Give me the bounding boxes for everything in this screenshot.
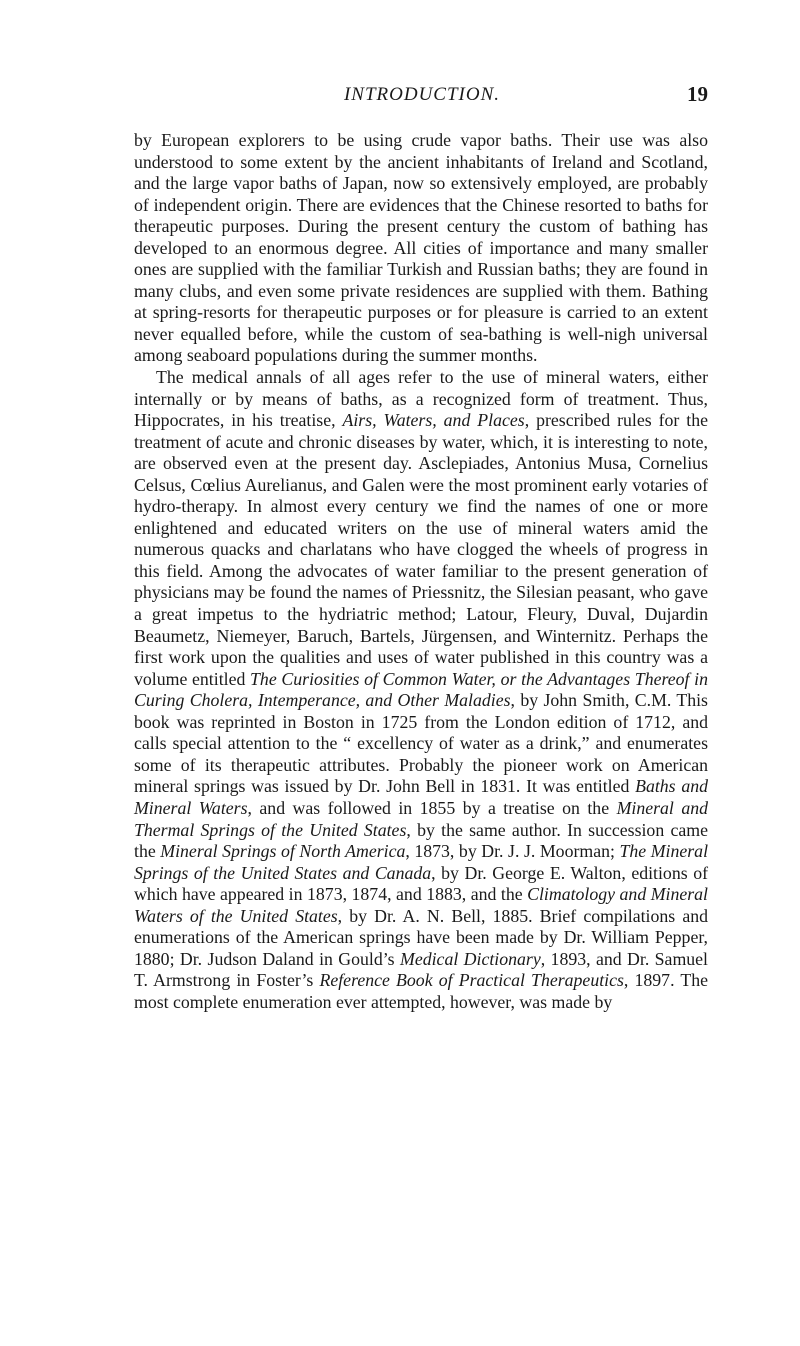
text-segment: , and was followed in 1855 by a treatise on the <box>247 797 617 818</box>
book-title: Climatology and Mineral Waters of the United States <box>134 884 709 926</box>
text-segment: , by John Smith, C.M. This book was reprinted in Boston in 1725 from the London edition of 1712, and calls special attention to the “ excellency of water as a drink,” and enumerates some of its therapeutic attributes. Probably the pioneer work on American mineral springs was issued by Dr. John Bell in 1831. It was entitled <box>134 690 708 797</box>
book-title: Airs, Waters, and Places <box>342 410 525 431</box>
book-title: Mineral Springs of North America <box>160 841 406 862</box>
text-segment: , 1897. The most complete enumeration ever attempted, however, was made by <box>134 970 708 1012</box>
book-title: The Mineral Springs of the United States and Canada <box>134 841 709 883</box>
book-title: Reference Book of Practical Therapeutics <box>319 970 624 991</box>
text-segment: , by Dr. George E. Walton, editions of which have appeared in 1873, 1874, and 1883, and the <box>134 862 709 905</box>
body-text <box>134 130 708 1013</box>
page-number: 19 <box>687 82 708 106</box>
page-header <box>136 82 708 112</box>
text-segment: , by Dr. A. N. Bell, 1885. Brief compilations and enumerations of the American springs have been made by Dr. William Pepper, 1880; Dr. Judson Daland in Gould’s <box>134 905 708 969</box>
running-head: INTRODUCTION. <box>343 84 501 105</box>
text-segment: , 1893, and Dr. Samuel T. Armstrong in Foster’s <box>134 948 708 991</box>
text-segment: , 1873, by Dr. J. J. Moorman; <box>405 841 620 862</box>
text-segment: The medical annals of all ages refer to the use of mineral waters, either internally or by means of baths, as a recognized form of treatment. Thus, Hippocrates, in his treatise, <box>134 367 708 431</box>
paragraph-1: by European explorers to be using crude vapor baths. Their use was also understood to some extent by the ancient inhabitants of Ireland and Scotland, and the large vapor baths of Japan, now so extensively employed, are probably of independent origin. There are evidences that the Chinese resorted to baths for therapeutic purposes. During the present century the custom of bathing has developed to an enormous degree. All cities of importance and many smaller ones are supplied with the familiar Turkish and Russian baths; they are found in many clubs, and even some private residences are supplied with them. Bathing at spring-resorts for therapeutic purposes or for pleasure is carried to an extent never equalled before, while the custom of sea-bathing is well-nigh universal among seaboard populations during the summer months. <box>134 130 708 366</box>
book-title: Medical Dictionary <box>400 948 541 969</box>
text-segment: , prescribed rules for the treatment of acute and chronic diseases by water, which, it is interesting to note, are observed even at the present day. Asclepiades, Antonius Musa, Cornelius Celsus, Cœlius Aurelianus, and Galen were the most prominent early votaries of hydro-therapy. In almost every century we find the names of one or more enlightened and educated writers on the use of mineral waters amid the numerous quacks and charlatans who have clogged the wheels of progress in this field. Among the advocates of water familiar to the present generation of physicians may be found the names of Priessnitz, the Silesian peasant, who gave a great impetus to the hydriatric method; Latour, Fleury, Duval, Dujardin Beaumetz, Niemeyer, Baruch, Bartels, Jürgensen, and Winternitz. Perhaps the first work upon the qualities and uses of water published in this country was a volume entitled <box>134 410 708 689</box>
paragraph-2 <box>134 367 708 1013</box>
book-title: Mineral and Thermal Springs of the United States <box>134 797 708 840</box>
book-title: The Curiosities of Common Water, or the Advantages Thereof in Curing Cholera, Intemperance, and Other Maladies <box>134 668 708 711</box>
text-segment: , by the same author. In succession came the <box>134 819 708 862</box>
book-title: Baths and Mineral Waters <box>134 776 708 818</box>
